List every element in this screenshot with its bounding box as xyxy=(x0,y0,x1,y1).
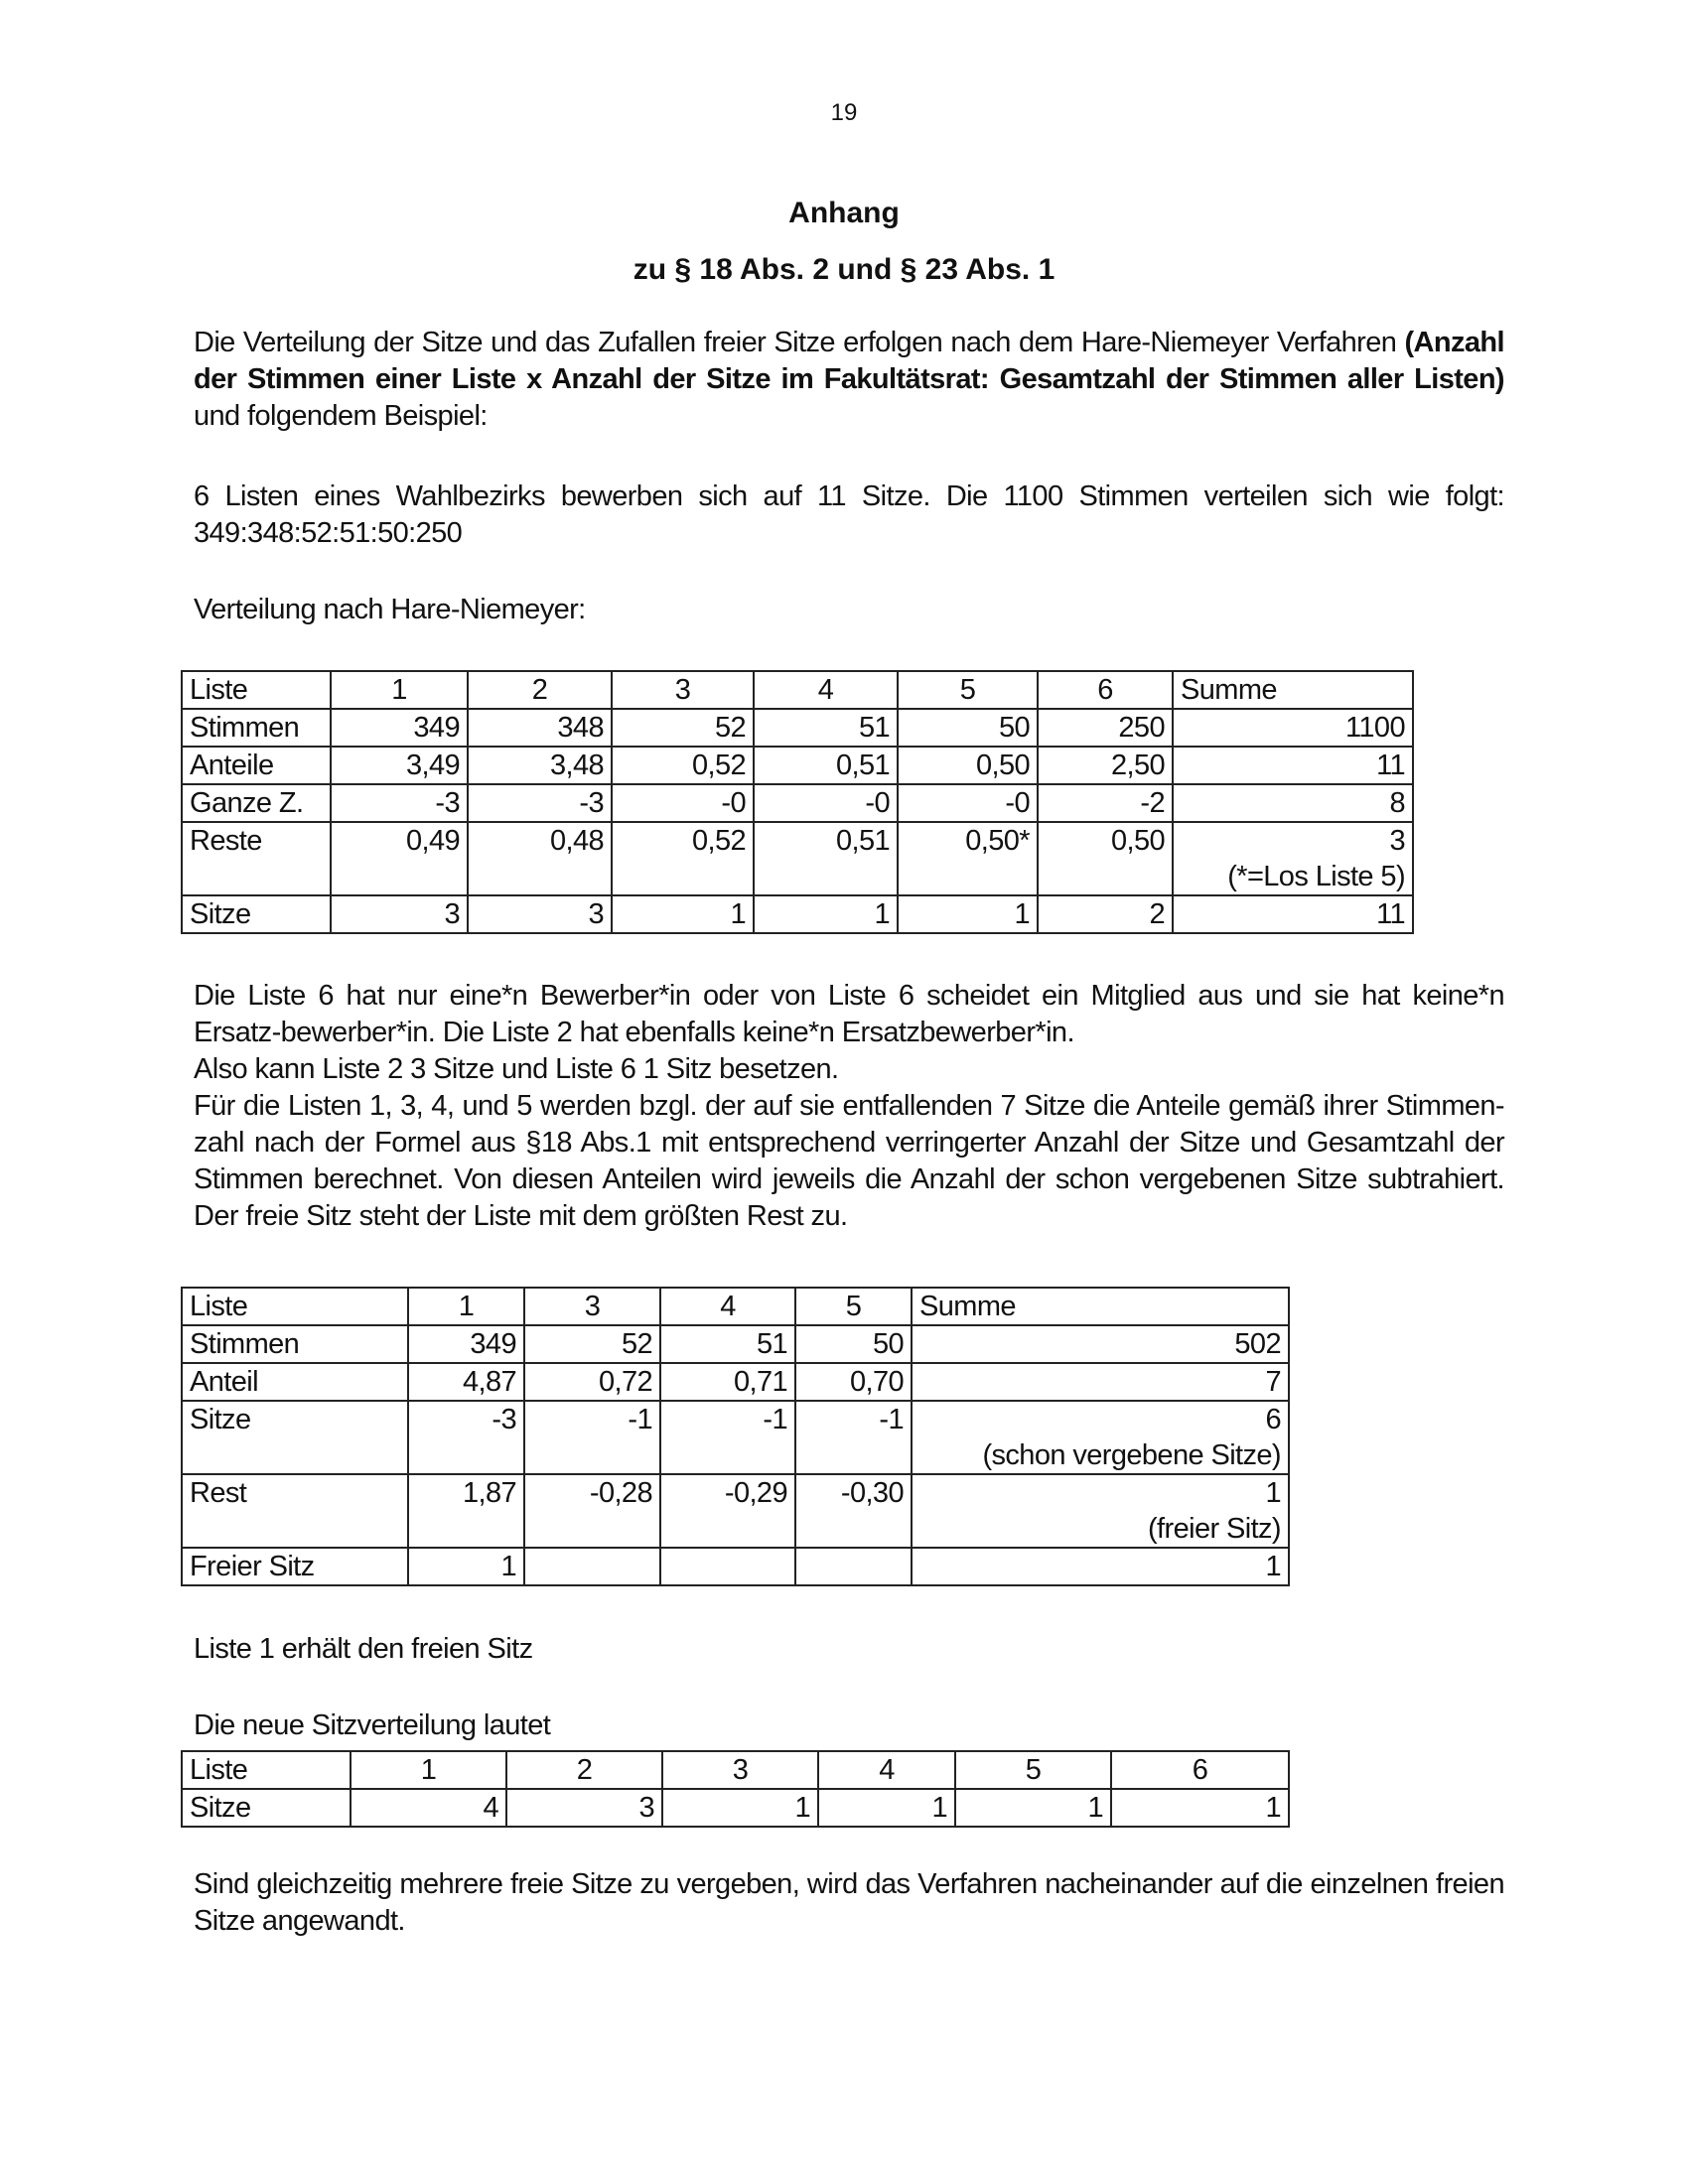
header-cell: 3 xyxy=(612,671,754,709)
distribution-label: Verteilung nach Hare-Niemeyer: xyxy=(194,594,586,625)
final-paragraph: Sind gleichzeitig mehrere freie Sitze zu vergeben, wird das Verfahren nacheinander auf die einzelnen freien Sitze angewandt. xyxy=(194,1868,1504,1937)
table-cell: 0,50 xyxy=(1038,822,1173,895)
table-cell: 0,50* xyxy=(898,822,1038,895)
sum-cell: 1 xyxy=(912,1548,1289,1585)
table-cell: -3 xyxy=(468,784,612,822)
row-label: Stimmen xyxy=(182,709,331,747)
header-cell: 5 xyxy=(795,1288,912,1325)
header-cell: 6 xyxy=(1111,1751,1289,1789)
header-cell: 1 xyxy=(408,1288,524,1325)
row-label: Stimmen xyxy=(182,1325,408,1363)
formula-text: (Anzahl der Stimmen einer Liste x Anzahl der Sitze im Fakultätsrat: Gesamtzahl der Stimmen aller Listen) xyxy=(194,327,1504,395)
header-cell: Liste xyxy=(182,671,331,709)
sum-cell: 502 xyxy=(912,1325,1289,1363)
table-cell: -0,29 xyxy=(660,1474,795,1548)
page-number: 19 xyxy=(830,99,858,126)
table-cell: 348 xyxy=(468,709,612,747)
appendix-title: Anhang xyxy=(788,197,900,229)
table-row xyxy=(182,1789,1289,1827)
sum-cell: 11 xyxy=(1173,747,1413,784)
table-cell: -0 xyxy=(898,784,1038,822)
explanation-line: Die Liste 6 hat nur eine*n Bewerber*in oder von Liste 6 scheidet ein Mitglied aus und sie hat keine*n Ersatz-bewerber*in. Die Liste 2 hat ebenfalls keine*n Ersatzbewerber*in. xyxy=(194,980,1504,1048)
sum-cell: 11 xyxy=(1173,895,1413,933)
table-cell: 1,87 xyxy=(408,1474,524,1548)
explanation-line: Also kann Liste 2 3 Sitze und Liste 6 1 Sitz besetzen. xyxy=(194,1053,839,1085)
table-cell: -1 xyxy=(660,1401,795,1474)
header-cell: Summe xyxy=(1173,671,1413,709)
table-cell: 0,51 xyxy=(754,747,898,784)
new-distribution-label: Die neue Sitzverteilung lautet xyxy=(194,1709,551,1741)
table-cell: -0 xyxy=(754,784,898,822)
sum-value: 3 xyxy=(1389,825,1405,857)
header-cell: 1 xyxy=(331,671,468,709)
table-cell: 1 xyxy=(612,895,754,933)
table-cell: 1 xyxy=(662,1789,818,1827)
table-cell: 4,87 xyxy=(408,1363,524,1401)
table-cell xyxy=(524,1548,660,1585)
header-cell: 4 xyxy=(660,1288,795,1325)
header-cell: 5 xyxy=(955,1751,1111,1789)
row-label: Anteil xyxy=(182,1363,408,1401)
table-cell: -0,30 xyxy=(795,1474,912,1548)
table-cell: 1 xyxy=(818,1789,955,1827)
table-cell: 1 xyxy=(898,895,1038,933)
table-cell: 3 xyxy=(506,1789,662,1827)
table-cell: 3,48 xyxy=(468,747,612,784)
header-cell: 4 xyxy=(754,671,898,709)
header-cell: Summe xyxy=(912,1288,1289,1325)
example-paragraph: 6 Listen eines Wahlbezirks bewerben sich auf 11 Sitze. Die 1100 Stimmen verteilen sich wie folgt: 349:348:52:51:50:250 xyxy=(194,480,1504,549)
header-cell: 5 xyxy=(898,671,1038,709)
table-cell: 0,49 xyxy=(331,822,468,895)
table-row xyxy=(182,1548,1289,1585)
table-cell: 1 xyxy=(408,1548,524,1585)
header-cell: 6 xyxy=(1038,671,1173,709)
sum-cell: 1100 xyxy=(1173,709,1413,747)
table-cell xyxy=(795,1548,912,1585)
table-row xyxy=(182,1401,1289,1474)
header-cell: 2 xyxy=(506,1751,662,1789)
free-seat-note: (freier Sitz) xyxy=(1148,1513,1281,1545)
header-cell: 4 xyxy=(818,1751,955,1789)
table-cell: 51 xyxy=(660,1325,795,1363)
table-cell: -0,28 xyxy=(524,1474,660,1548)
appendix-subtitle: zu § 18 Abs. 2 und § 23 Abs. 1 xyxy=(633,253,1055,286)
table-cell: 3 xyxy=(468,895,612,933)
header-cell: 3 xyxy=(662,1751,818,1789)
table-row xyxy=(182,709,1413,747)
row-label: Sitze xyxy=(182,895,331,933)
hare-niemeyer-table xyxy=(181,670,1414,934)
table-cell: 0,50 xyxy=(898,747,1038,784)
table-row xyxy=(182,671,1413,709)
lot-note: (*=Los Liste 5) xyxy=(1227,861,1405,892)
table-cell: -2 xyxy=(1038,784,1173,822)
table-row xyxy=(182,1325,1289,1363)
table-row xyxy=(182,784,1413,822)
table-row xyxy=(182,895,1413,933)
table-cell: -1 xyxy=(524,1401,660,1474)
table-cell xyxy=(660,1548,795,1585)
explanation-paragraph xyxy=(194,978,1504,1235)
header-cell: 3 xyxy=(524,1288,660,1325)
row-label: Ganze Z. xyxy=(182,784,331,822)
row-label: Sitze xyxy=(182,1401,408,1474)
intro-paragraph xyxy=(194,325,1504,435)
table-row xyxy=(182,1288,1289,1325)
table-cell: 50 xyxy=(898,709,1038,747)
table-cell: -3 xyxy=(331,784,468,822)
table-cell: 3 xyxy=(331,895,468,933)
sum-cell xyxy=(912,1401,1289,1474)
header-cell: 2 xyxy=(468,671,612,709)
table-row xyxy=(182,1363,1289,1401)
table-cell: 52 xyxy=(524,1325,660,1363)
explanation-line: Für die Listen 1, 3, 4, und 5 werden bzgl. der auf sie entfallenden 7 Sitze die Anteile gemäß ihrer Stimmen-zahl nach der Formel aus §18 Abs.1 mit entsprechend verringerter Anzahl der Sitze und Gesamtzahl der Stimmen berechnet. Von diesen Anteilen wird jeweils die Anzahl der schon vergebenen Sitze subtrahiert. Der freie Sitz steht der Liste mit dem größten Rest zu. xyxy=(194,1090,1504,1232)
header-cell: Liste xyxy=(182,1288,408,1325)
header-cell: 1 xyxy=(351,1751,506,1789)
table-cell: 4 xyxy=(351,1789,506,1827)
intro-text-end: und folgendem Beispiel: xyxy=(194,400,488,432)
table-cell: 3,49 xyxy=(331,747,468,784)
table-cell: -1 xyxy=(795,1401,912,1474)
row-label: Freier Sitz xyxy=(182,1548,408,1585)
table-cell: 0,71 xyxy=(660,1363,795,1401)
table-cell: 1 xyxy=(1111,1789,1289,1827)
table-cell: 2 xyxy=(1038,895,1173,933)
sum-cell: 7 xyxy=(912,1363,1289,1401)
row-label: Sitze xyxy=(182,1789,351,1827)
table-cell: 1 xyxy=(955,1789,1111,1827)
table-cell: 0,52 xyxy=(612,747,754,784)
assigned-seats-note: (schon vergebene Sitze) xyxy=(982,1439,1281,1471)
header-cell: Liste xyxy=(182,1751,351,1789)
table-cell: 0,72 xyxy=(524,1363,660,1401)
table-cell: 349 xyxy=(408,1325,524,1363)
table-cell: 52 xyxy=(612,709,754,747)
table-row xyxy=(182,1474,1289,1548)
table-cell: -0 xyxy=(612,784,754,822)
result-text: Liste 1 erhält den freien Sitz xyxy=(194,1633,533,1665)
table-cell: 349 xyxy=(331,709,468,747)
row-label: Rest xyxy=(182,1474,408,1548)
sum-cell xyxy=(912,1474,1289,1548)
table-cell: 2,50 xyxy=(1038,747,1173,784)
table-cell: 0,51 xyxy=(754,822,898,895)
row-label: Anteile xyxy=(182,747,331,784)
free-seat-table xyxy=(181,1287,1290,1586)
intro-text: Die Verteilung der Sitze und das Zufallen freier Sitze erfolgen nach dem Hare-Niemeyer Verfahren xyxy=(194,327,1405,358)
sum-value: 1 xyxy=(1265,1477,1281,1509)
sum-cell: 8 xyxy=(1173,784,1413,822)
sum-cell xyxy=(1173,822,1413,895)
table-row xyxy=(182,822,1413,895)
new-seat-distribution-table xyxy=(181,1750,1290,1828)
table-cell: 250 xyxy=(1038,709,1173,747)
table-cell: -3 xyxy=(408,1401,524,1474)
table-cell: 51 xyxy=(754,709,898,747)
table-cell: 0,70 xyxy=(795,1363,912,1401)
table-cell: 50 xyxy=(795,1325,912,1363)
table-row xyxy=(182,1751,1289,1789)
row-label: Reste xyxy=(182,822,331,895)
table-cell: 0,52 xyxy=(612,822,754,895)
sum-value: 6 xyxy=(1265,1404,1281,1435)
table-cell: 1 xyxy=(754,895,898,933)
table-cell: 0,48 xyxy=(468,822,612,895)
table-row xyxy=(182,747,1413,784)
